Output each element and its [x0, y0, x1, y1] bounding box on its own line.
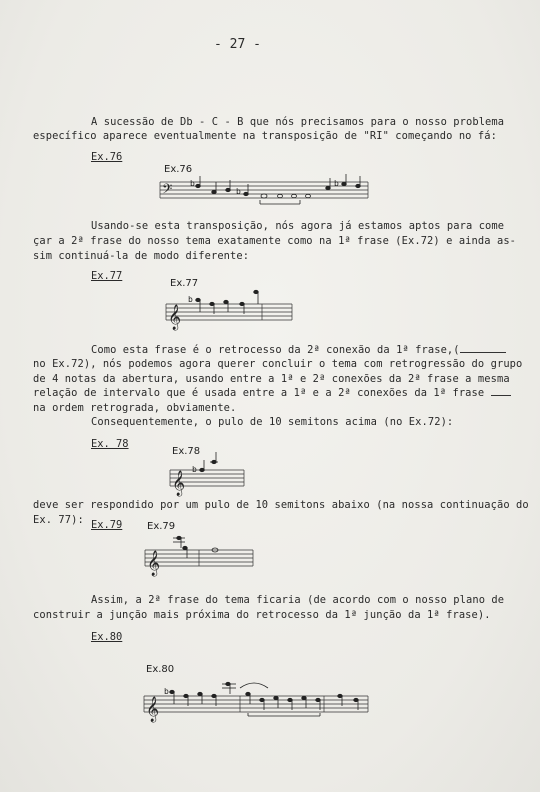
svg-text:b: b — [334, 179, 339, 188]
paragraph-4: Consequentemente, o pulo de 10 semitons acima (no Ex.72): — [91, 416, 454, 428]
ex80-inner-label: Ex.80 — [146, 664, 175, 675]
paragraph-3-line-3: de 4 notas da abertura, usando entre a 1ª e 2ª conexões da 2ª frase a mesma — [33, 373, 510, 385]
paragraph-3-line-1: Como esta frase é o retrocesso da 2ª conexão da 1ª frase,( — [91, 343, 506, 357]
ex77-music-staff — [166, 290, 294, 330]
paragraph-6-line-1: Assim, a 2ª frase do tema ficaria (de acordo com o nosso plano de — [91, 594, 505, 606]
ex80-music-staff — [144, 680, 370, 726]
svg-text:b: b — [188, 295, 193, 304]
svg-text:𝄞: 𝄞 — [147, 551, 161, 576]
svg-text:b: b — [192, 465, 197, 474]
ex79-label: Ex.79 — [91, 519, 123, 531]
paragraph-1-line-2: específico aparece eventualmente na transposição de "RI" começando no fá: — [33, 130, 497, 142]
ex78-label: Ex. 78 — [91, 438, 129, 450]
paragraph-3-line-4: relação de intervalo que é usada entre a 1ª e a 2ª conexões da 1ª frase — [33, 386, 511, 400]
svg-text:𝄞: 𝄞 — [168, 305, 182, 330]
paragraph-3-line-2: no Ex.72), nós podemos agora querer concluir o tema com retrogressão do grupo — [33, 358, 523, 370]
paragraph-6-line-2: construir a junção mais próxima do retrocesso da 1ª junção da 1ª frase). — [33, 609, 491, 621]
svg-text:b: b — [236, 187, 241, 196]
paragraph-5-line-2: Ex. 77): — [33, 514, 84, 526]
paragraph-3-line-5: na ordem retrograda, obviamente. — [33, 402, 237, 414]
svg-text:𝄞: 𝄞 — [146, 697, 160, 722]
paragraph-2-line-2: çar a 2ª frase do nosso tema exatamente como na 1ª frase (Ex.72) e ainda as- — [33, 235, 517, 247]
ex78-inner-label: Ex.78 — [172, 446, 201, 457]
paragraph-1-line-1: A sucessão de Db - C - B que nós precisamos para o nosso problema — [91, 116, 505, 128]
ex77-label: Ex.77 — [91, 270, 123, 282]
ex79-inner-label: Ex.79 — [147, 521, 176, 532]
ex78-music-staff — [170, 458, 246, 496]
ex76-label: Ex.76 — [91, 151, 123, 163]
ex77-inner-label: Ex.77 — [170, 278, 199, 289]
svg-text:𝄢: 𝄢 — [162, 181, 173, 200]
ex76-music-staff — [160, 174, 370, 214]
svg-text:b: b — [164, 687, 169, 696]
paragraph-5-line-1: deve ser respondido por um pulo de 10 semitons abaixo (na nossa continuação do — [33, 499, 529, 511]
ex76-inner-label: Ex.76 — [164, 164, 193, 175]
ex80-label: Ex.80 — [91, 631, 123, 643]
page-number: - 27 - — [214, 37, 261, 52]
paragraph-2-line-3: sim continuá-la de modo diferente: — [33, 250, 250, 262]
ex79-music-staff — [145, 534, 255, 576]
svg-text:b: b — [190, 179, 195, 188]
paragraph-2-line-1: Usando-se esta transposição, nós agora já estamos aptos para come — [91, 220, 505, 232]
svg-text:𝄞: 𝄞 — [172, 471, 186, 496]
